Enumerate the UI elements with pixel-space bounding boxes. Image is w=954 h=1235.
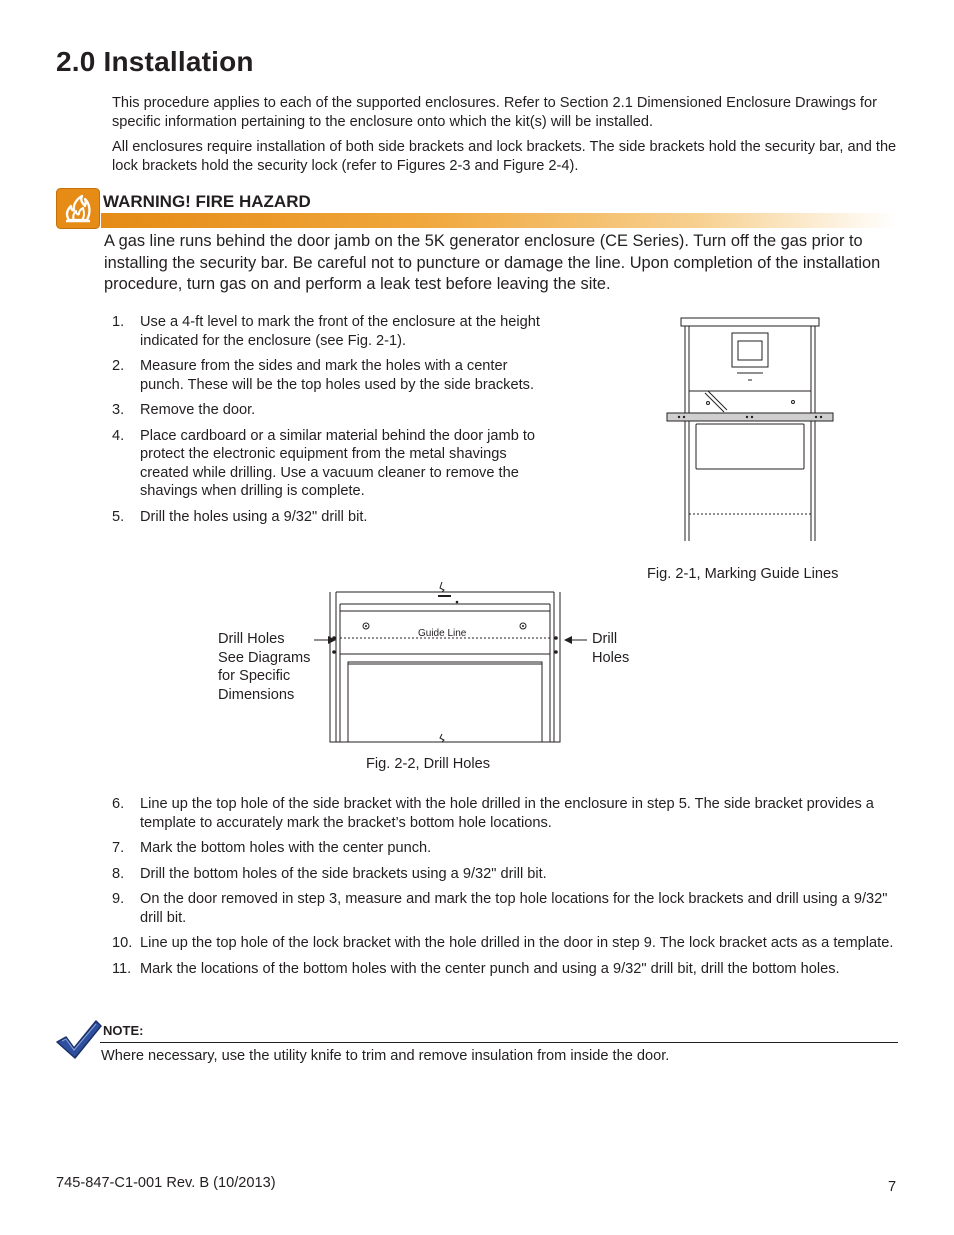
list-item: 7. Mark the bottom holes with the center punch.	[112, 840, 432, 856]
list-item: 10. Line up the top hole of the lock bracket with the hole drilled in the door in step 9. The lock bracket acts as a template.	[112, 935, 894, 951]
arrow-right-icon	[314, 634, 338, 646]
list-item: 9. On the door removed in step 3, measure and mark the top hole locations for the lock brackets and drill using a 9/32" drill bit.	[112, 891, 888, 926]
warning-banner-bar	[101, 213, 896, 228]
list-item: 6. Line up the top hole of the side bracket with the hole drilled in the enclosure in step 5. The side bracket provides a template to accurately mark the bracket’s bottom hole locations.	[112, 796, 874, 831]
list-item: 2. Measure from the sides and mark the holes with a center punch. These will be the top holes used by the side brackets.	[112, 358, 535, 393]
figure-2-2-caption: Fig. 2-2, Drill Holes	[366, 756, 491, 772]
checkmark-icon	[54, 1018, 104, 1062]
intro-paragraph-2: All enclosures require installation of both side brackets and lock brackets. The side brackets hold the security bar, and the lock brackets hold the security lock (refer to Figures 2-3 and Figure 2-4).	[112, 139, 897, 174]
intro-paragraph-1: This procedure applies to each of the supported enclosures. Refer to Section 2.1 Dimensioned Enclosure Drawings for specific information pertaining to the enclosure onto which the kit(s) will be installed.	[112, 95, 877, 130]
note-text: Where necessary, use the utility knife to trim and remove insulation from inside the door.	[101, 1048, 670, 1064]
drill-holes-right-label: Drill Holes	[592, 631, 630, 666]
list-item: 11. Mark the locations of the bottom holes with the center punch and using a 9/32" drill bit, drill the bottom holes.	[112, 960, 840, 977]
drill-holes-left-label: Drill Holes See Diagrams for Specific Dimensions	[218, 631, 311, 703]
note-divider	[100, 1042, 898, 1043]
fire-hazard-icon	[56, 188, 100, 229]
figure-2-2-diagram	[326, 582, 566, 744]
note-title: NOTE:	[103, 1023, 144, 1038]
warning-title: WARNING! FIRE HAZARD	[103, 192, 311, 211]
guide-line-label: Guide Line	[418, 628, 467, 639]
list-item: 1. Use a 4-ft level to mark the front of the enclosure at the height indicated for the enclosure (see Fig. 2-1).	[112, 314, 540, 349]
steps-list-1	[112, 313, 552, 533]
footer-document-number: 745-847-C1-001 Rev. B (10/2013)	[56, 1175, 276, 1191]
steps-list-2	[112, 795, 898, 985]
warning-text: A gas line runs behind the door jamb on the 5K generator enclosure (CE Series). Turn off the gas prior to installing the security bar. Be careful not to puncture or damage the line. Upon completion of the installation procedure, turn gas on and perform a leak test before leaving the site.	[104, 232, 881, 293]
arrow-left-icon	[562, 634, 588, 646]
page-title: 2.0 Installation	[56, 46, 254, 77]
list-item: 3. Remove the door.	[112, 402, 256, 418]
list-item: 8. Drill the bottom holes of the side brackets using a 9/32" drill bit.	[112, 865, 547, 882]
figure-2-1-diagram	[664, 316, 836, 544]
figure-2-1-caption: Fig. 2-1, Marking Guide Lines	[647, 566, 839, 582]
list-item: 5. Drill the holes using a 9/32" drill bit.	[112, 508, 368, 525]
list-item: 4. Place cardboard or a similar material behind the door jamb to protect the electronic equipment from the metal shavings created while drilling. Use a vacuum cleaner to remove the shavings when drilling is complete.	[112, 427, 536, 499]
footer-page-number: 7	[888, 1179, 897, 1195]
